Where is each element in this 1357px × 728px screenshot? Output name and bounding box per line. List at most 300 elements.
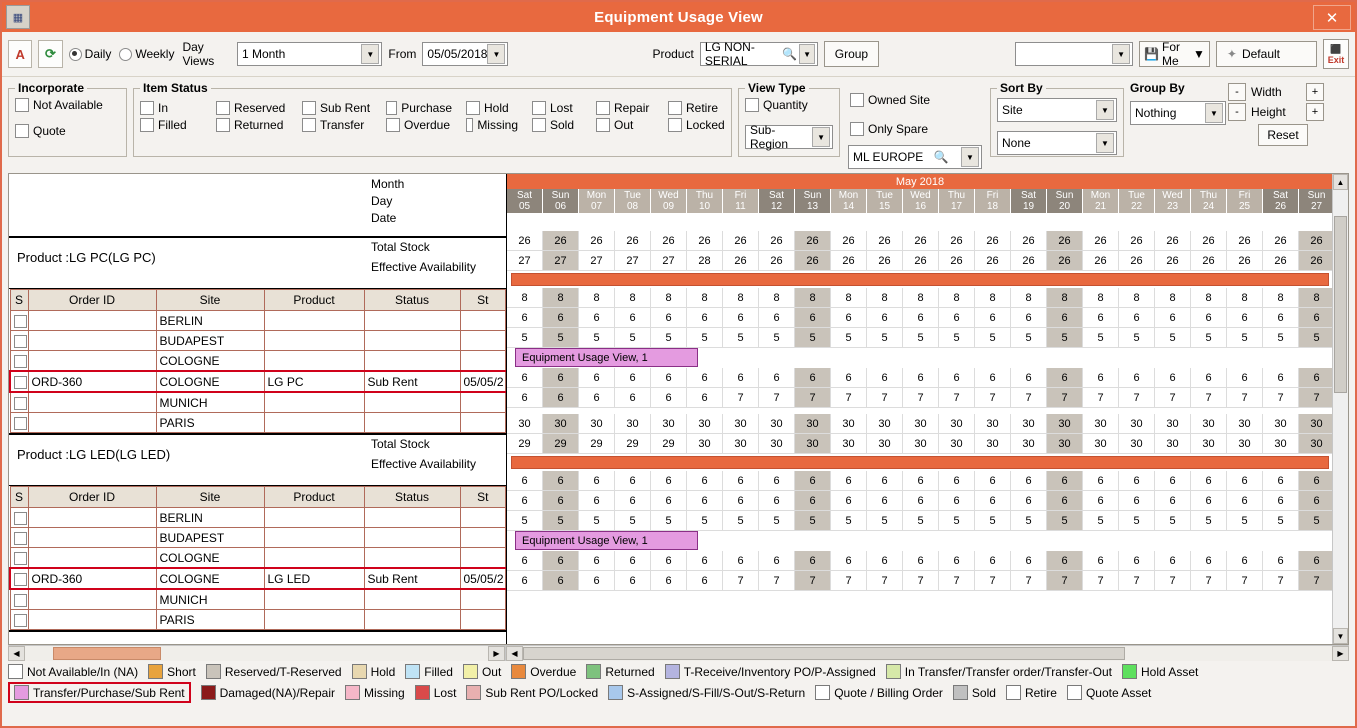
- calendar-cell[interactable]: 7: [759, 388, 795, 408]
- calendar-cell[interactable]: 26: [1299, 251, 1333, 271]
- calendar-cell[interactable]: 29: [507, 434, 543, 454]
- calendar-cell[interactable]: 5: [615, 328, 651, 348]
- radio-weekly[interactable]: [119, 47, 174, 61]
- calendar-cell[interactable]: 26: [1011, 231, 1047, 251]
- calendar-cell[interactable]: 6: [939, 308, 975, 328]
- calendar-cell[interactable]: 5: [687, 511, 723, 531]
- calendar-cell[interactable]: 6: [1155, 308, 1191, 328]
- calendar-cell[interactable]: 6: [1119, 308, 1155, 328]
- calendar-cell[interactable]: 7: [1119, 571, 1155, 591]
- calendar-cell[interactable]: 5: [1191, 511, 1227, 531]
- calendar-cell[interactable]: 6: [615, 491, 651, 511]
- calendar-day-header[interactable]: [687, 189, 723, 213]
- calendar-cell[interactable]: 30: [687, 434, 723, 454]
- calendar-cell[interactable]: 6: [903, 551, 939, 571]
- calendar-cell[interactable]: 30: [579, 414, 615, 434]
- calendar-cell[interactable]: 7: [831, 571, 867, 591]
- calendar-cell[interactable]: 5: [1083, 511, 1119, 531]
- calendar-cell[interactable]: 30: [759, 434, 795, 454]
- left-hscrollbar[interactable]: [8, 645, 505, 661]
- calendar-cell[interactable]: 26: [867, 231, 903, 251]
- calendar-cell[interactable]: 30: [651, 414, 687, 434]
- calendar-cell[interactable]: 5: [1011, 511, 1047, 531]
- calendar-cell[interactable]: 5: [543, 328, 579, 348]
- chevron-down-icon[interactable]: ▼: [361, 44, 379, 64]
- calendar-cell[interactable]: 6: [579, 308, 615, 328]
- checkbox-box[interactable]: [14, 614, 27, 627]
- row-select[interactable]: [10, 568, 28, 589]
- calendar-day-header[interactable]: [795, 189, 831, 213]
- calendar-cell[interactable]: 5: [867, 328, 903, 348]
- calendar-cell[interactable]: 7: [795, 571, 831, 591]
- calendar-cell[interactable]: 30: [795, 414, 831, 434]
- calendar-cell[interactable]: 30: [939, 414, 975, 434]
- calendar-cell[interactable]: 6: [1227, 368, 1263, 388]
- calendar-cell[interactable]: 30: [1155, 434, 1191, 454]
- row-select[interactable]: [10, 589, 28, 610]
- column-s[interactable]: S: [10, 290, 28, 311]
- calendar-cell[interactable]: 26: [1083, 231, 1119, 251]
- calendar-cell[interactable]: 6: [867, 308, 903, 328]
- column-start[interactable]: St: [460, 290, 506, 311]
- scroll-thumb[interactable]: [53, 647, 161, 660]
- calendar-cell[interactable]: 29: [579, 434, 615, 454]
- chevron-down-icon[interactable]: ▼: [1193, 47, 1205, 61]
- calendar-cell[interactable]: 7: [1011, 571, 1047, 591]
- calendar-cell[interactable]: 6: [687, 388, 723, 408]
- calendar-day-header[interactable]: [543, 189, 579, 213]
- calendar-cell[interactable]: 6: [1047, 368, 1083, 388]
- calendar-cell[interactable]: 5: [1263, 511, 1299, 531]
- calendar-cell[interactable]: 5: [831, 511, 867, 531]
- calendar-cell[interactable]: 8: [615, 288, 651, 308]
- calendar-cell[interactable]: 5: [579, 511, 615, 531]
- product-select[interactable]: [700, 42, 818, 66]
- legend-item[interactable]: [815, 685, 943, 700]
- calendar-cell[interactable]: 6: [543, 471, 579, 491]
- calendar-cell[interactable]: 26: [1299, 231, 1333, 251]
- calendar-cell[interactable]: 6: [1263, 491, 1299, 511]
- chevron-down-icon[interactable]: ▼: [1096, 100, 1114, 120]
- calendar-cell[interactable]: 30: [975, 434, 1011, 454]
- calendar-cell[interactable]: 6: [507, 388, 543, 408]
- calendar-cell[interactable]: 6: [1155, 551, 1191, 571]
- calendar-cell[interactable]: 6: [903, 368, 939, 388]
- calendar-cell[interactable]: 6: [975, 491, 1011, 511]
- calendar-cell[interactable]: 6: [615, 571, 651, 591]
- calendar-cell[interactable]: 6: [975, 471, 1011, 491]
- calendar-cell[interactable]: 5: [579, 328, 615, 348]
- calendar-cell[interactable]: 5: [1083, 328, 1119, 348]
- checkbox-box[interactable]: [14, 376, 27, 389]
- calendar-cell[interactable]: 6: [903, 308, 939, 328]
- checkbox-quote[interactable]: [15, 124, 66, 138]
- calendar-day-header[interactable]: [1119, 189, 1155, 213]
- legend-item[interactable]: [953, 685, 996, 700]
- chevron-down-icon[interactable]: ▼: [1112, 44, 1130, 64]
- calendar-cell[interactable]: 6: [507, 571, 543, 591]
- calendar-cell[interactable]: 5: [1227, 328, 1263, 348]
- calendar-cell[interactable]: 6: [1191, 551, 1227, 571]
- calendar-day-header[interactable]: [1263, 189, 1299, 213]
- calendar-cell[interactable]: 6: [543, 368, 579, 388]
- calendar-cell[interactable]: 6: [831, 551, 867, 571]
- calendar-cell[interactable]: 6: [615, 368, 651, 388]
- column-status[interactable]: Status: [364, 290, 460, 311]
- calendar-cell[interactable]: 26: [1047, 231, 1083, 251]
- calendar-cell[interactable]: 27: [579, 251, 615, 271]
- calendar-cell[interactable]: 6: [615, 388, 651, 408]
- checkbox-box[interactable]: [14, 417, 27, 430]
- column-site[interactable]: Site: [156, 487, 264, 508]
- calendar-cell[interactable]: 7: [1047, 571, 1083, 591]
- calendar-cell[interactable]: 30: [1299, 434, 1333, 454]
- checkbox-box[interactable]: [14, 573, 27, 586]
- calendar-cell[interactable]: 26: [723, 251, 759, 271]
- calendar-cell[interactable]: 26: [795, 231, 831, 251]
- calendar-cell[interactable]: 30: [795, 434, 831, 454]
- calendar-cell[interactable]: 5: [1119, 328, 1155, 348]
- calendar-cell[interactable]: 8: [1011, 288, 1047, 308]
- chevron-down-icon[interactable]: ▼: [487, 44, 505, 64]
- calendar-cell[interactable]: 29: [543, 434, 579, 454]
- calendar-cell[interactable]: 7: [723, 571, 759, 591]
- calendar-cell[interactable]: 6: [1191, 491, 1227, 511]
- calendar-cell[interactable]: 5: [723, 328, 759, 348]
- calendar-cell[interactable]: 6: [507, 551, 543, 571]
- calendar-day-header[interactable]: [615, 189, 651, 213]
- calendar-cell[interactable]: 5: [1155, 328, 1191, 348]
- calendar-cell[interactable]: 6: [1011, 308, 1047, 328]
- calendar-cell[interactable]: 8: [687, 288, 723, 308]
- calendar-cell[interactable]: 6: [831, 471, 867, 491]
- calendar-cell[interactable]: 5: [651, 511, 687, 531]
- calendar-cell[interactable]: 7: [723, 388, 759, 408]
- checkbox-not-available[interactable]: [15, 98, 103, 112]
- calendar-cell[interactable]: 6: [975, 308, 1011, 328]
- legend-item[interactable]: [206, 664, 342, 679]
- calendar-cell[interactable]: 5: [939, 328, 975, 348]
- calendar-cell[interactable]: 27: [651, 251, 687, 271]
- search-icon[interactable]: 🔍: [782, 47, 798, 61]
- table-row[interactable]: [10, 392, 506, 413]
- calendar-cell[interactable]: 7: [1263, 388, 1299, 408]
- legend-item[interactable]: [665, 664, 876, 679]
- calendar-cell[interactable]: 7: [759, 571, 795, 591]
- calendar-cell[interactable]: 6: [975, 551, 1011, 571]
- calendar-cell[interactable]: 5: [795, 511, 831, 531]
- legend-item[interactable]: [8, 664, 138, 679]
- calendar-cell[interactable]: 6: [1263, 368, 1299, 388]
- calendar-cell[interactable]: 26: [867, 251, 903, 271]
- sort-secondary-select[interactable]: [997, 131, 1117, 155]
- region-name-select[interactable]: [848, 145, 982, 169]
- calendar-cell[interactable]: 6: [651, 551, 687, 571]
- calendar-cell[interactable]: 7: [903, 388, 939, 408]
- calendar-cell[interactable]: 26: [759, 251, 795, 271]
- calendar-cell[interactable]: 6: [687, 491, 723, 511]
- calendar-cell[interactable]: 6: [1047, 471, 1083, 491]
- legend-item[interactable]: [463, 664, 501, 679]
- calendar-day-header[interactable]: [1299, 189, 1333, 213]
- calendar-cell[interactable]: 26: [1155, 231, 1191, 251]
- calendar-cell[interactable]: 5: [1119, 511, 1155, 531]
- calendar-cell[interactable]: 6: [903, 471, 939, 491]
- calendar-cell[interactable]: 27: [615, 251, 651, 271]
- calendar-cell[interactable]: 26: [1119, 251, 1155, 271]
- calendar-cell[interactable]: 30: [1083, 414, 1119, 434]
- table-row[interactable]: [10, 331, 506, 351]
- calendar-cell[interactable]: 26: [939, 231, 975, 251]
- calendar-cell[interactable]: 30: [903, 434, 939, 454]
- width-increase-button[interactable]: +: [1306, 83, 1324, 101]
- calendar-day-header[interactable]: [1155, 189, 1191, 213]
- calendar-cell[interactable]: 30: [1263, 414, 1299, 434]
- calendar-cell[interactable]: 30: [1119, 434, 1155, 454]
- checkbox-transfer[interactable]: [302, 118, 372, 132]
- calendar-cell[interactable]: 30: [975, 414, 1011, 434]
- calendar-cell[interactable]: 7: [1299, 571, 1333, 591]
- checkbox-in[interactable]: [140, 101, 202, 115]
- calendar-cell[interactable]: 6: [723, 308, 759, 328]
- calendar-cell[interactable]: 5: [867, 511, 903, 531]
- calendar-cell[interactable]: 8: [1047, 288, 1083, 308]
- scroll-left-icon[interactable]: ◀: [8, 646, 25, 661]
- calendar-cell[interactable]: 26: [831, 231, 867, 251]
- calendar-cell[interactable]: 8: [1119, 288, 1155, 308]
- calendar-cell[interactable]: 27: [543, 251, 579, 271]
- calendar-cell[interactable]: 6: [615, 551, 651, 571]
- table-row[interactable]: [10, 508, 506, 528]
- table-row[interactable]: [10, 351, 506, 372]
- calendar-cell[interactable]: 6: [1083, 308, 1119, 328]
- radio-daily[interactable]: [69, 47, 112, 61]
- chevron-down-icon[interactable]: ▼: [799, 44, 814, 64]
- column-status[interactable]: Status: [364, 487, 460, 508]
- scroll-left-icon[interactable]: ◀: [506, 646, 523, 661]
- chevron-down-icon[interactable]: ▼: [1205, 103, 1223, 123]
- calendar-cell[interactable]: 5: [507, 511, 543, 531]
- calendar-cell[interactable]: 6: [543, 491, 579, 511]
- calendar-cell[interactable]: 7: [939, 571, 975, 591]
- scroll-track[interactable]: [25, 647, 488, 660]
- checkbox-box[interactable]: [14, 315, 27, 328]
- calendar-cell[interactable]: 6: [1083, 471, 1119, 491]
- calendar-cell[interactable]: 6: [1299, 308, 1333, 328]
- checkbox-box[interactable]: [14, 532, 27, 545]
- calendar-cell[interactable]: 6: [1011, 491, 1047, 511]
- calendar-cell[interactable]: 8: [543, 288, 579, 308]
- checkbox-owned-site[interactable]: [850, 93, 930, 107]
- calendar-cell[interactable]: 6: [939, 491, 975, 511]
- legend-item[interactable]: [415, 685, 457, 700]
- region-select[interactable]: [745, 125, 833, 149]
- calendar-cell[interactable]: 7: [867, 388, 903, 408]
- legend-item[interactable]: [586, 664, 654, 679]
- calendar-cell[interactable]: 6: [1299, 368, 1333, 388]
- legend-item[interactable]: [608, 685, 805, 700]
- scroll-thumb[interactable]: [523, 647, 1125, 660]
- column-order-id[interactable]: Order ID: [28, 290, 156, 311]
- calendar-cell[interactable]: 7: [1227, 571, 1263, 591]
- calendar-cell[interactable]: 26: [1155, 251, 1191, 271]
- calendar-cell[interactable]: 6: [1263, 551, 1299, 571]
- calendar-cell[interactable]: 5: [507, 328, 543, 348]
- legend-item[interactable]: [201, 685, 335, 700]
- calendar-cell[interactable]: 8: [939, 288, 975, 308]
- calendar-cell[interactable]: 7: [1011, 388, 1047, 408]
- calendar-cell[interactable]: 29: [615, 434, 651, 454]
- checkbox-box[interactable]: [14, 397, 27, 410]
- scroll-track[interactable]: [523, 647, 1332, 660]
- calendar-cell[interactable]: 6: [831, 308, 867, 328]
- calendar-cell[interactable]: 6: [579, 551, 615, 571]
- calendar-day-header[interactable]: [579, 189, 615, 213]
- calendar-cell[interactable]: 7: [795, 388, 831, 408]
- scroll-right-icon[interactable]: ▶: [488, 646, 505, 661]
- row-select[interactable]: [10, 508, 28, 528]
- calendar-cell[interactable]: 30: [723, 434, 759, 454]
- calendar-cell[interactable]: 6: [759, 551, 795, 571]
- calendar-cell[interactable]: 6: [651, 491, 687, 511]
- calendar-cell[interactable]: 26: [507, 231, 543, 251]
- checkbox-box[interactable]: [14, 594, 27, 607]
- calendar-cell[interactable]: 26: [1047, 251, 1083, 271]
- legend-item[interactable]: [405, 664, 453, 679]
- calendar-cell[interactable]: 5: [543, 511, 579, 531]
- checkbox-repair[interactable]: [596, 101, 654, 115]
- calendar-cell[interactable]: 26: [975, 231, 1011, 251]
- calendar-cell[interactable]: 30: [1011, 414, 1047, 434]
- checkbox-box[interactable]: [14, 552, 27, 565]
- calendar-cell[interactable]: 30: [831, 434, 867, 454]
- calendar-day-header[interactable]: [1047, 189, 1083, 213]
- calendar-cell[interactable]: 26: [1191, 231, 1227, 251]
- calendar-cell[interactable]: 26: [975, 251, 1011, 271]
- calendar-cell[interactable]: 30: [1119, 414, 1155, 434]
- calendar-cell[interactable]: 30: [507, 414, 543, 434]
- table-row[interactable]: [10, 311, 506, 331]
- width-decrease-button[interactable]: -: [1228, 83, 1246, 101]
- calendar-cell[interactable]: 6: [579, 368, 615, 388]
- calendar-cell[interactable]: 7: [975, 571, 1011, 591]
- height-increase-button[interactable]: +: [1306, 103, 1324, 121]
- column-product[interactable]: Product: [264, 290, 364, 311]
- scroll-down-icon[interactable]: ▼: [1333, 628, 1348, 644]
- calendar-cell[interactable]: 7: [975, 388, 1011, 408]
- calendar-cell[interactable]: 8: [723, 288, 759, 308]
- calendar-cell[interactable]: 30: [1155, 414, 1191, 434]
- table-row[interactable]: [10, 413, 506, 433]
- calendar-cell[interactable]: 30: [1011, 434, 1047, 454]
- calendar-cell[interactable]: 26: [1191, 251, 1227, 271]
- calendar-cell[interactable]: 7: [1227, 388, 1263, 408]
- calendar-cell[interactable]: 26: [1263, 251, 1299, 271]
- calendar-cell[interactable]: 26: [1083, 251, 1119, 271]
- calendar-cell[interactable]: 5: [795, 328, 831, 348]
- checkbox-overdue[interactable]: [386, 118, 452, 132]
- calendar-cell[interactable]: 6: [651, 388, 687, 408]
- legend-item[interactable]: [1067, 685, 1151, 700]
- calendar-cell[interactable]: 6: [507, 491, 543, 511]
- checkbox-purchase[interactable]: [386, 101, 452, 115]
- calendar-cell[interactable]: 6: [1227, 471, 1263, 491]
- calendar-cell[interactable]: 6: [759, 491, 795, 511]
- close-icon[interactable]: ✕: [1313, 5, 1351, 30]
- calendar-cell[interactable]: 7: [903, 571, 939, 591]
- calendar-cell[interactable]: 8: [579, 288, 615, 308]
- legend-item[interactable]: [1006, 685, 1057, 700]
- calendar-day-header[interactable]: [939, 189, 975, 213]
- row-select[interactable]: [10, 331, 28, 351]
- calendar-cell[interactable]: 6: [1011, 551, 1047, 571]
- chevron-down-icon[interactable]: ▼: [812, 127, 830, 147]
- usage-bar[interactable]: Equipment Usage View, 1: [515, 531, 698, 550]
- row-select[interactable]: [10, 351, 28, 372]
- checkbox-box[interactable]: [14, 512, 27, 525]
- legend-item[interactable]: [352, 664, 396, 679]
- legend-item[interactable]: [148, 664, 196, 679]
- legend-item[interactable]: [886, 664, 1112, 679]
- row-select[interactable]: [10, 413, 28, 433]
- calendar-cell[interactable]: 5: [1227, 511, 1263, 531]
- group-button[interactable]: Group: [824, 41, 879, 67]
- calendar-cell[interactable]: 5: [615, 511, 651, 531]
- calendar-day-header[interactable]: [723, 189, 759, 213]
- reset-button[interactable]: Reset: [1258, 124, 1307, 146]
- calendar-day-header[interactable]: [507, 189, 543, 213]
- calendar-cell[interactable]: 30: [867, 434, 903, 454]
- checkbox-filled[interactable]: [140, 118, 202, 132]
- calendar-cell[interactable]: 5: [759, 328, 795, 348]
- checkbox-box[interactable]: [14, 335, 27, 348]
- calendar-cell[interactable]: 6: [939, 368, 975, 388]
- calendar-cell[interactable]: 6: [795, 308, 831, 328]
- calendar-day-header[interactable]: [1011, 189, 1047, 213]
- calendar-cell[interactable]: 5: [723, 511, 759, 531]
- calendar-cell[interactable]: 6: [939, 471, 975, 491]
- legend-item[interactable]: [466, 685, 598, 700]
- calendar-cell[interactable]: 8: [1083, 288, 1119, 308]
- calendar-cell[interactable]: 6: [723, 551, 759, 571]
- legend-item[interactable]: [511, 664, 576, 679]
- calendar-cell[interactable]: 30: [687, 414, 723, 434]
- row-select[interactable]: [10, 311, 28, 331]
- refresh-icon[interactable]: ⟳: [38, 40, 62, 68]
- checkbox-retire[interactable]: [668, 101, 718, 115]
- calendar-cell[interactable]: 6: [1083, 491, 1119, 511]
- calendar-cell[interactable]: 6: [1155, 471, 1191, 491]
- checkbox-missing[interactable]: [466, 118, 518, 132]
- calendar-cell[interactable]: 26: [615, 231, 651, 251]
- calendar-cell[interactable]: 7: [1263, 571, 1299, 591]
- view-select[interactable]: [1015, 42, 1133, 66]
- calendar-cell[interactable]: 30: [903, 414, 939, 434]
- calendar-cell[interactable]: 30: [1047, 434, 1083, 454]
- calendar-cell[interactable]: 5: [975, 511, 1011, 531]
- calendar-cell[interactable]: 6: [507, 471, 543, 491]
- calendar-cell[interactable]: 6: [903, 491, 939, 511]
- calendar-cell[interactable]: 26: [1011, 251, 1047, 271]
- group-by-select[interactable]: [1130, 101, 1226, 125]
- calendar-cell[interactable]: 5: [1263, 328, 1299, 348]
- default-button[interactable]: [1216, 41, 1317, 67]
- calendar-cell[interactable]: 6: [1227, 308, 1263, 328]
- calendar-cell[interactable]: 6: [1119, 471, 1155, 491]
- calendar-cell[interactable]: 7: [1083, 388, 1119, 408]
- calendar-cell[interactable]: 6: [1083, 551, 1119, 571]
- calendar-cell[interactable]: 30: [1227, 414, 1263, 434]
